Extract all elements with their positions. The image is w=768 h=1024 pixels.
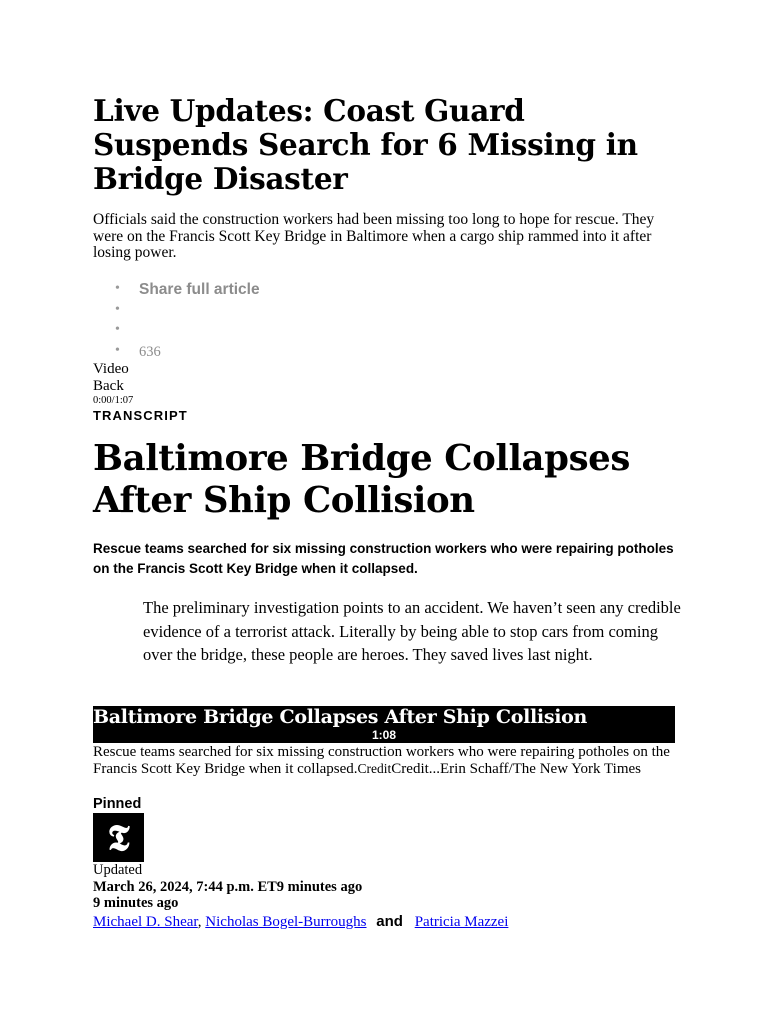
share-tool-empty-item[interactable] <box>93 321 260 342</box>
caption-credit-label: Credit <box>357 760 392 776</box>
share-tools <box>93 280 260 362</box>
author-link[interactable]: Patricia Mazzei <box>414 914 509 930</box>
comment-count[interactable]: 636 <box>139 343 161 360</box>
video-dek: Rescue teams searched for six missing construction workers who were repairing potholes on the Francis Scott Key Bridge when it collapsed. <box>93 541 674 576</box>
back-button[interactable]: Back <box>93 378 124 394</box>
updated-label: Updated <box>93 862 143 878</box>
video-caption <box>93 744 673 777</box>
updated-relative-time: 9 minutes ago <box>93 895 179 911</box>
share-full-article-button[interactable]: Share full article <box>139 281 260 298</box>
pinned-label: Pinned <box>93 796 142 812</box>
caption-text: Rescue teams searched for six missing construction workers who were repairing potholes on the Francis Scott Key Bridge when it collapsed. <box>93 744 670 777</box>
video-quote: The preliminary investigation points to an accident. We haven’t seen any credible evidence of a terrorist attack. Literally by being able to stop cars from coming over the bridge, these people are heroes. They saved lives last night. <box>143 598 681 665</box>
byline <box>93 913 508 931</box>
author-separator: , <box>197 914 202 930</box>
author-link[interactable]: Michael D. Shear <box>93 914 198 930</box>
video-time: 0:00/1:07 <box>93 395 134 406</box>
video-player-bar[interactable] <box>93 706 675 743</box>
share-full-article-item[interactable] <box>93 280 260 301</box>
nyt-logo-icon <box>93 813 144 862</box>
transcript-button[interactable]: TRANSCRIPT <box>93 408 188 423</box>
logo-glyph: 𝕿 <box>107 816 130 859</box>
share-tool-empty-item[interactable] <box>93 301 260 322</box>
video-label: Video <box>93 361 129 377</box>
byline-and: and <box>376 913 403 930</box>
comments-item[interactable] <box>93 342 260 363</box>
video-duration: 1:08 <box>371 728 397 742</box>
video-title: Baltimore Bridge Collapses After Ship Collision <box>93 438 630 521</box>
article-summary: Officials said the construction workers had been missing too long to hope for rescue. They were on the Francis Scott Key Bridge in Baltimore when a cargo ship rammed into it after losing power. <box>93 211 655 261</box>
caption-credit: Credit...Erin Schaff/The New York Times <box>391 760 642 777</box>
article-headline: Live Updates: Coast Guard Suspends Search for 6 Missing in Bridge Disaster <box>93 93 638 196</box>
updated-timestamp: March 26, 2024, 7:44 p.m. ET9 minutes ago <box>93 879 363 895</box>
video-bar-title: Baltimore Bridge Collapses After Ship Collision <box>93 706 588 728</box>
author-link[interactable]: Nicholas Bogel-Burroughs <box>205 914 367 930</box>
